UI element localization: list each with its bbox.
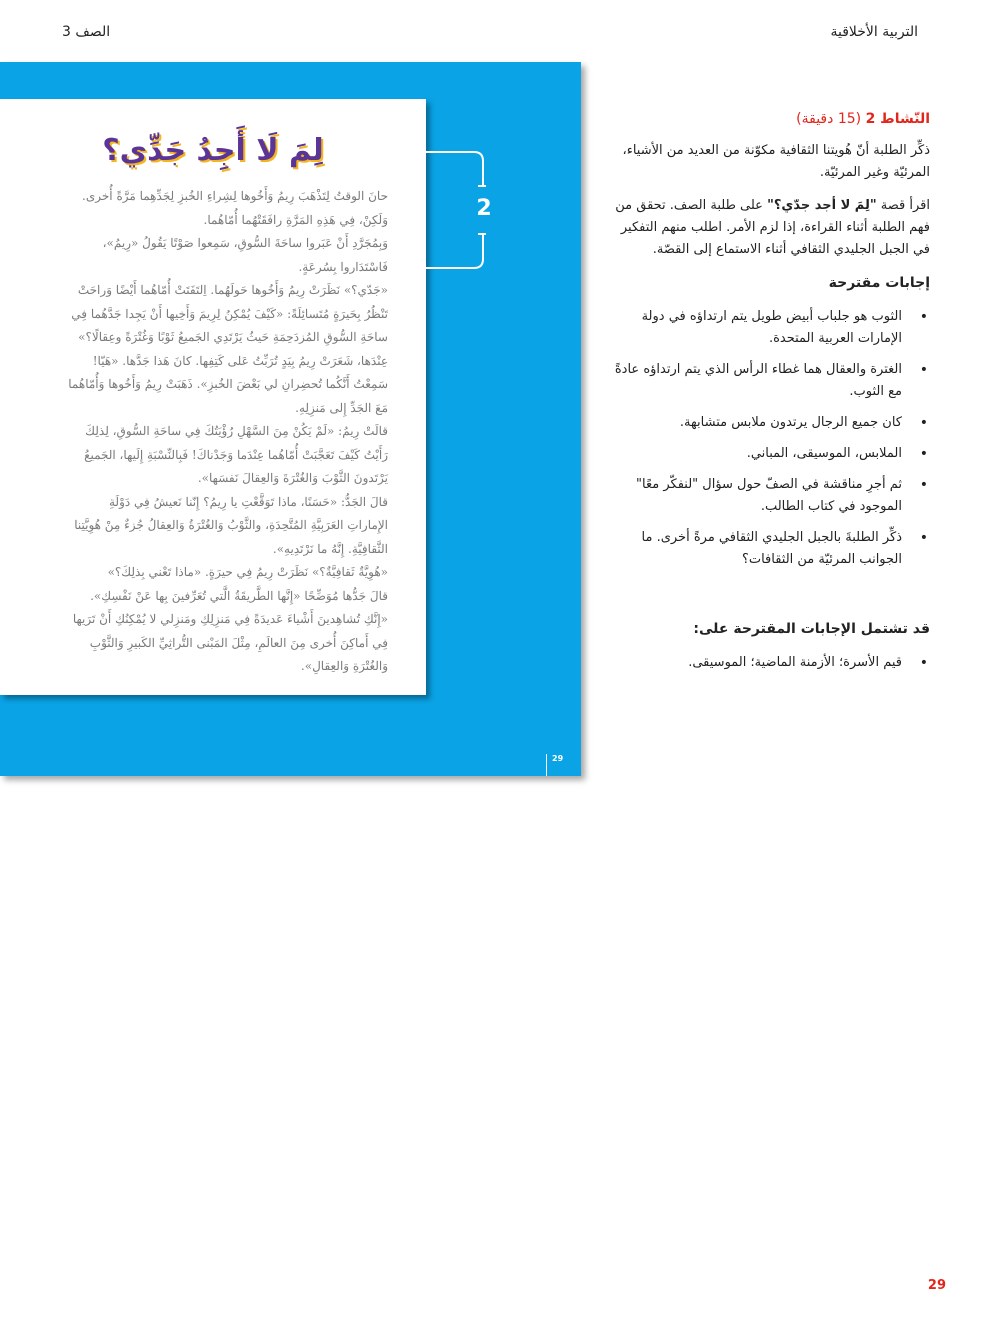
student-page-number: 29 (552, 754, 564, 763)
may-include-list (614, 652, 930, 674)
list-item: • الغترة والعقال هما غطاء الرأس الذي يتم ارتداؤه عادةً مع الثوب. (614, 359, 930, 403)
read-instruction-prefix: اقرأ قصة (880, 198, 930, 213)
student-book-panel (0, 62, 581, 776)
activity-duration: (15 دقيقة) (796, 111, 862, 127)
page-divider (546, 754, 547, 776)
section-number: 2 (476, 196, 492, 221)
story-paragraph: قالَ الجَدُّ: «حَسَنًا، ماذا تَوَقَّعْتِ يا رِيمُ؟ إِنّنا نَعيشُ فِي دَوْلَةِ الإِماراتِ العَرَبِيَّةِ المُتَّحِدَةِ، والثَّوْبُ وَالغُتْرَةُ وَالعِقالُ جُزءٌ مِنْ هُوِيَّتِنا الثَّقافِيَّةِ. إِنَّهُ ما نَرْتَدِيهِ». (74, 494, 388, 556)
suggested-answers-title: إجابات مقترحة (828, 275, 930, 291)
suggested-answers-list (614, 306, 930, 571)
story-paragraph: «جَدّي؟» نَظَرَتْ رِيمُ وَأَخُوها حَولَهُما. اِلتَفَتَتْ أُمّاهُما أَيْضًا وَراحَتْ تَنْظُرُ بِحَيرَةٍ مُتَسائِلَةً: «كَيْفَ يُمْكِنُ لِرِيمَ وَأَخِيها أَنْ يَجِدا جَدَّهُما فِي ساحَةِ السُّوقِ المُزدَحِمَةِ حَيثُ يَرْتَدِي الجَميعُ ثَوْبًا وَغُتْرَةً وعِقالًا؟» (71, 283, 388, 344)
story-text (68, 185, 388, 679)
intro-text: ذكِّر الطلبة أنّ هُويتنا الثقافية مكوّنة من العديد من الأشياء، المرئيّة وغير المرئيّة. (622, 143, 930, 180)
story-name: "لِمَ لا أجد جدّي؟" (767, 198, 877, 213)
story-title: لِمَ لَا أَجِدُ جَدِّي؟ (102, 133, 324, 168)
page-number: 29 (927, 1278, 946, 1293)
story-card (0, 99, 426, 695)
header-grade: الصف 3 (62, 24, 111, 40)
activity-label: النّشاط 2 (865, 111, 930, 127)
story-paragraph: وَبِمُجَرَّدِ أَنْ عَبَروا ساحَةَ السُّوقِ، سَمِعوا صَوْتًا يَقُولُ «رِيمُ»، فَاسْتَدَاروا بِسُرعَةٍ. (102, 236, 388, 274)
header-subject: التربية الأخلاقية (830, 24, 918, 40)
story-paragraph: قالَ جَدُّها مُوَضِّحًا «إِنَّها الطَّريقَةُ الَّتي تُعَرِّفينَ بِها عَنْ نَفْسِكِ». «إِنَّكِ تُشاهِدينَ أَشْياءَ عَديدَةً فِي مَنزِلِكِ ومَنزِلي لا يُمْكِنُكِ أَنْ تَرَيها فِي أَماكِنَ أُخرى مِنَ العالَمِ، مِثْلَ المَبْنى التُّراثِيِّ الكَبيرِ وَالثَّوْبِ وَالغُتْرَةِ وَالعِقالِ». (72, 588, 388, 673)
story-paragraph: قالَتْ رِيمُ: «لَمْ يَكُنْ مِنَ السَّهْلِ رُؤْيَتُكَ فِي ساحَةِ السُّوقِ، لِذلِكَ رَأَيْتُ كَيْفَ تَعَجَّبَتْ أُمّاهُما عِنْدَما وَجَدْناكَ! فَبِالنِّسْبَةِ إِلَيها، الجَميعُ يَرْتَدونَ الثَّوْبَ وَالغُتْرَةَ وَالعِقالَ نَفسَها». (84, 424, 388, 485)
story-paragraph: عِنْدَها، شَعَرَتْ رِيمُ بِيَدٍ تُرَبِّتُ عَلى كَتِفِها. كانَ هَذا جَدَّها. «هَيّا! سَمِعْتُ أَنَّكُما تُحضِرانِ لي بَعْضَ الخُبزِ». ذَهَبَتْ رِيمُ وَأَخُوها وَأُمّاهُما مَعَ الجَدِّ إِلى مَنزِلِهِ. (68, 353, 388, 415)
may-include-title: قد تشتمل الإجابات المقترحة على: (693, 621, 930, 637)
read-instruction (614, 195, 930, 261)
list-item: • قيم الأسرة؛ الأزمنة الماضية؛ الموسيقى. (614, 652, 930, 674)
list-item: • ذكِّر الطلبةَ بالجبل الجليدي الثقافي مرةً أخرى. ما الجوانب المرئيّة من الثقافات؟ (614, 527, 930, 571)
read-instruction-suffix: على طلبة الصف. تحقق من فهم الطلبة أثناء القراءة، إذا لزم الأمر. اطلب منهم التفكير في الجبل الجليدي الثقافي أثناء الاستماع إلى القصّة. (615, 198, 930, 257)
list-item: • ثم أجرِ مناقشة في الصفّ حول سؤال "لنفكّر معًا" الموجود في كتاب الطالب. (614, 474, 930, 518)
list-item: • كان جميع الرجال يرتدون ملابس متشابهة. (614, 412, 930, 434)
list-item: • الثوب هو جلباب أبيض طويل يتم ارتداؤه في دولة الإمارات العربية المتحدة. (614, 306, 930, 350)
teacher-notes (614, 108, 930, 683)
activity-title (614, 108, 930, 130)
list-item: • الملابس، الموسيقى، المباني. (614, 443, 930, 465)
story-paragraph: «هُوِيَّةٌ ثَقافِيَّةٌ؟» نَظَرَتْ رِيمُ فِي حيرَةٍ. «ماذا تَعْني بِذلِكَ؟» (107, 565, 388, 579)
story-paragraph: حانَ الوقتُ لِتَذْهَبَ رِيمُ وَأَخُوها لِشِراءِ الخُبزِ لِجَدِّهِما مَرَّةً أُخرى. وَلَكِنْ، فِي هَذِهِ المَرَّةِ رافَقَتْهُما أُمّاهُما. (82, 189, 388, 227)
